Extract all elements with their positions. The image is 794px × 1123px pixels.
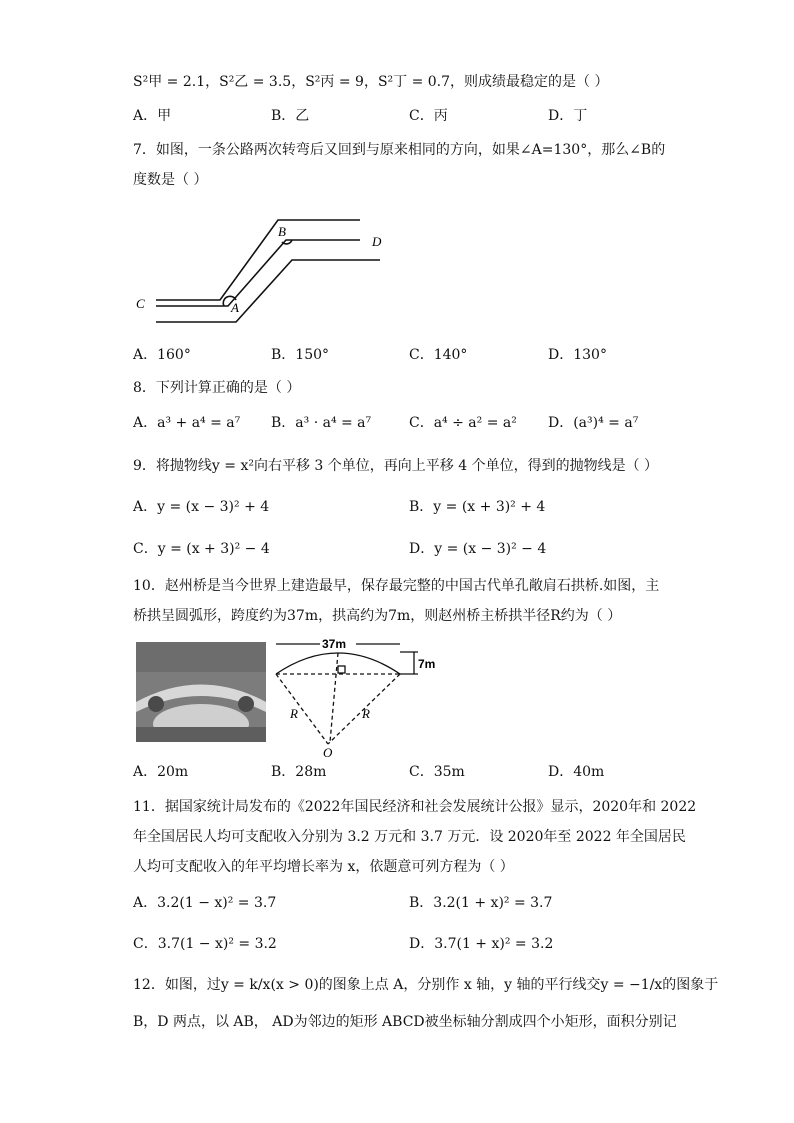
label-d: D	[372, 234, 382, 249]
q7-option-a: A．160°	[133, 347, 191, 363]
label-c: C	[136, 296, 145, 311]
label-a: A	[231, 300, 239, 315]
q6-stem: S²甲 = 2.1，S²乙 = 3.5，S²丙 = 9，S²丁 = 0.7，则成绩最稳定的是（ ）	[133, 74, 609, 90]
height-line	[330, 653, 338, 742]
q9-option-a: A．y = (x − 3)² + 4	[133, 499, 270, 515]
q7-road-figure	[128, 208, 388, 328]
q10-option-b: B．28m	[271, 764, 327, 780]
label-height: 7m	[418, 657, 436, 671]
q7-stem-line1: 7．如图，一条公路两次转弯后又回到与原来相同的方向，如果∠A=130°，那么∠B的	[133, 142, 666, 158]
q10-stem-line2: 桥拱呈圆弧形，跨度约为37m，拱高约为7m，则赵州桥主桥拱半径R约为（ ）	[133, 608, 622, 624]
q7-option-d: D．130°	[548, 347, 607, 363]
q9-stem: 9．将抛物线y = x²向右平移 3 个单位，再向上平移 4 个单位，得到的抛物线是（ ）	[133, 458, 659, 474]
q6-option-a: A．甲	[133, 108, 172, 124]
label-span: 37m	[322, 638, 347, 651]
q10-option-d: D．40m	[548, 764, 605, 780]
q8-stem: 8．下列计算正确的是（ ）	[133, 380, 301, 396]
q8-option-b: B．a³ · a⁴ = a⁷	[271, 415, 372, 431]
q7-stem-line2: 度数是（ ）	[133, 172, 208, 188]
q10-option-a: A．20m	[133, 764, 189, 780]
label-b: B	[278, 224, 286, 239]
q10-stem-line1: 10．赵州桥是当今世界上建造最早，保存最完整的中国古代单孔敞肩石拱桥.如图，主	[133, 578, 660, 594]
label-radius-left: R	[290, 706, 298, 721]
road-edge-bottom	[156, 260, 380, 322]
q7-option-b: B．150°	[271, 347, 330, 363]
label-center: O	[323, 745, 333, 758]
bridge-photo	[136, 642, 266, 742]
q11-option-c: C．3.7(1 − x)² = 3.2	[133, 936, 277, 952]
q12-stem-line2: B，D 两点，以 AB， AD为邻边的矩形 ABCD被坐标轴分割成四个小矩形，面积分别记	[133, 1014, 677, 1030]
right-angle-mark	[338, 666, 345, 673]
q7-option-c: C．140°	[409, 347, 468, 363]
q6-option-d: D．丁	[548, 108, 588, 124]
road-center-line	[156, 240, 360, 306]
q8-option-a: A．a³ + a⁴ = a⁷	[133, 415, 241, 431]
q8-option-d: D．(a³)⁴ = a⁷	[548, 415, 639, 431]
q11-option-d: D．3.7(1 + x)² = 3.2	[409, 936, 554, 952]
q6-option-c: C．丙	[409, 108, 448, 124]
q9-option-b: B．y = (x + 3)² + 4	[409, 499, 546, 515]
q9-option-d: D．y = (x − 3)² − 4	[409, 541, 547, 557]
q10-arch-figure	[268, 638, 458, 758]
radius-left	[276, 674, 328, 744]
q10-option-c: C．35m	[409, 764, 465, 780]
q11-option-b: B．3.2(1 + x)² = 3.7	[409, 895, 553, 911]
q6-option-b: B．乙	[271, 108, 310, 124]
q11-stem-line2: 年全国居民人均可支配收入分别为 3.2 万元和 3.7 万元．设 2020年至 2022 年全国居民	[133, 829, 686, 845]
q11-stem-line1: 11．据国家统计局发布的《2022年国民经济和社会发展统计公报》显示，2020年和 2022	[133, 799, 697, 815]
q11-stem-line3: 人均可支配收入的年平均增长率为 x，依题意可列方程为（ ）	[133, 859, 514, 875]
q12-stem-line1: 12．如图，过y = k/x(x > 0)的图象上点 A，分别作 x 轴，y 轴的平行线交y = −1/x的图象于	[133, 977, 719, 993]
label-radius-right: R	[362, 706, 370, 721]
q9-option-c: C．y = (x + 3)² − 4	[133, 541, 270, 557]
q11-option-a: A．3.2(1 − x)² = 3.7	[133, 895, 277, 911]
q8-option-c: C．a⁴ ÷ a² = a²	[409, 415, 517, 431]
